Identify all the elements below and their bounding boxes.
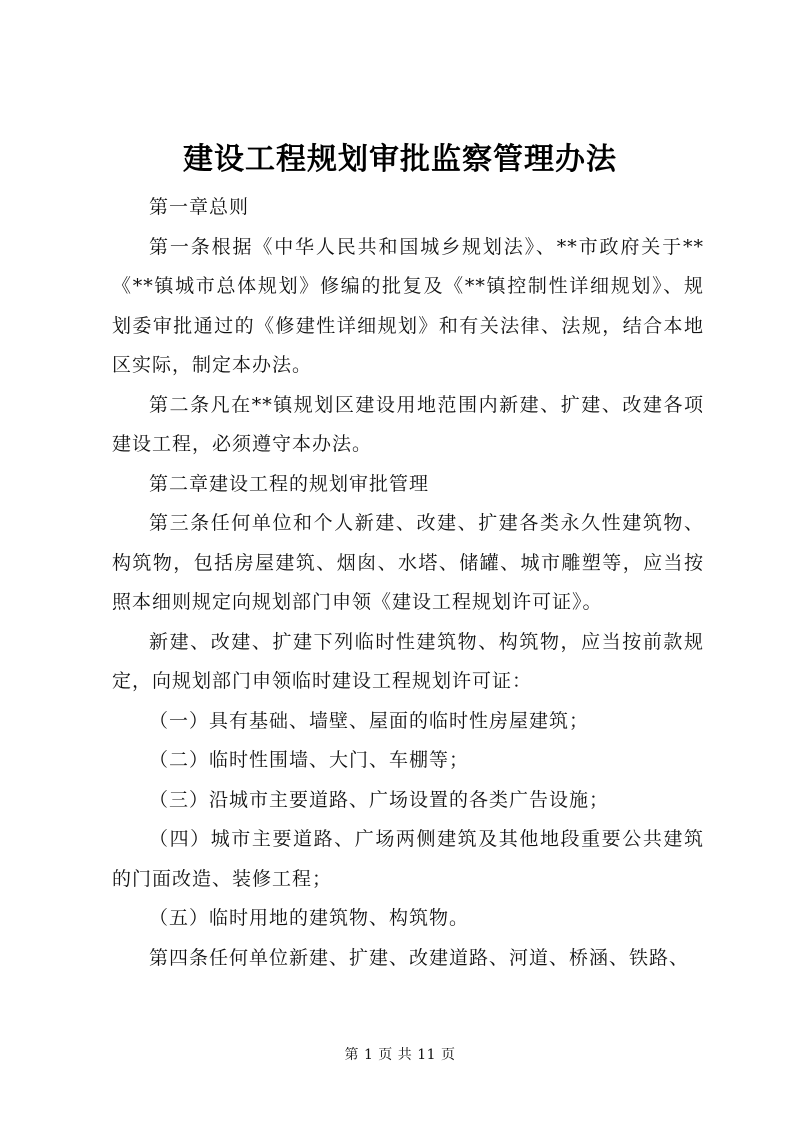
list-item: （五）临时用地的建筑物、构筑物。: [149, 907, 470, 929]
article-paragraph: 第三条任何单位和个人新建、改建、扩建各类永久性建筑物、构筑物，包括房屋建筑、烟囱、水塔、储罐、城市雕塑等，应当按照本细则规定向规划部门申领《建设工程规划许可证》。: [112, 512, 704, 613]
document-body: [112, 188, 704, 978]
article-paragraph: 第一条根据《中华人民共和国城乡规划法》、**市政府关于**《**镇城市总体规划》修编的批复及《**镇控制性详细规划》、规划委审批通过的《修建性详细规划》和有关法律、法规，结合本地区实际，制定本办法。: [112, 235, 704, 376]
list-item: （三）沿城市主要道路、广场设置的各类广告设施；: [149, 788, 610, 811]
list-item: （二）临时性围墙、大门、车棚等；: [149, 749, 470, 771]
article-paragraph: 第四条任何单位新建、扩建、改建道路、河道、桥涵、铁路、: [149, 946, 690, 969]
list-item: （一）具有基础、墙壁、屋面的临时性房屋建筑；: [149, 709, 590, 732]
page-footer: 第 1 页 共 11 页: [344, 1047, 456, 1063]
list-item: （四）城市主要道路、广场两侧建筑及其他地段重要公共建筑的门面改造、装修工程；: [112, 828, 704, 890]
article-paragraph: 第二条凡在**镇规划区建设用地范围内新建、扩建、改建各项建设工程，必须遵守本办法。: [112, 393, 704, 455]
document-title: 建设工程规划审批监察管理办法: [183, 142, 617, 177]
article-paragraph: 新建、改建、扩建下列临时性建筑物、构筑物，应当按前款规定，向规划部门申领临时建设工程规划许可证：: [112, 630, 704, 692]
chapter-heading: 第二章建设工程的规划审批管理: [149, 472, 430, 495]
chapter-heading: 第一章总则: [149, 196, 250, 218]
